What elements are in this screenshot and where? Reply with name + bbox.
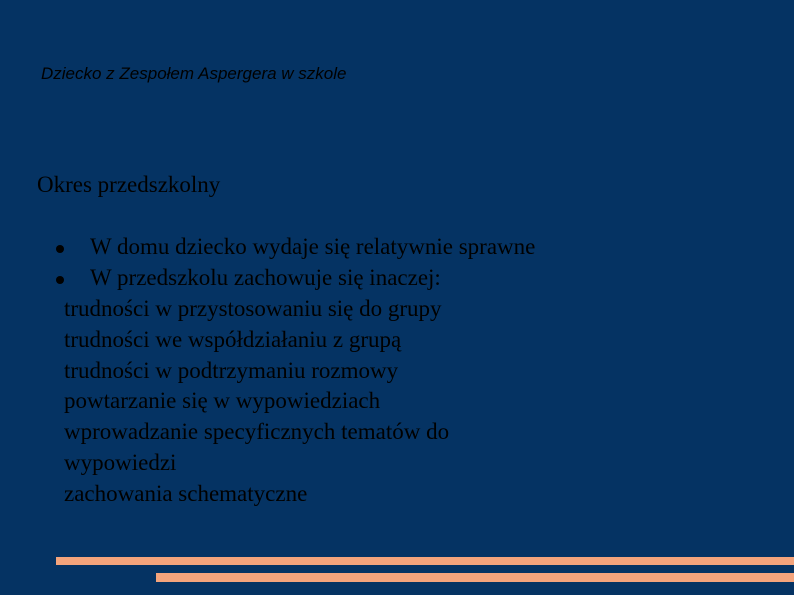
bullet-text: W przedszkolu zachowuje się inaczej:: [90, 265, 441, 290]
content-line: zachowania schematyczne: [64, 481, 308, 506]
content-line: trudności we współdziałaniu z grupą: [64, 327, 402, 352]
bullet-dot-icon: [56, 276, 64, 284]
content-line: wprowadzanie specyficznych tematów do: [64, 419, 450, 444]
content-line: trudności w podtrzymaniu rozmowy: [64, 358, 399, 383]
content-line: wypowiedzi: [64, 450, 177, 475]
slide-subtitle: Okres przedszkolny: [37, 172, 221, 197]
bullet-dot-icon: [56, 245, 64, 253]
content-line: trudności w przystosowaniu się do grupy: [64, 296, 442, 321]
slide-title: Dziecko z Zespołem Aspergera w szkole: [41, 64, 347, 83]
accent-bar-bottom: [156, 573, 794, 582]
bullet-text: W domu dziecko wydaje się relatywnie sprawne: [90, 234, 536, 259]
accent-bar-top: [56, 557, 794, 565]
content-line: powtarzanie się w wypowiedziach: [64, 388, 381, 413]
